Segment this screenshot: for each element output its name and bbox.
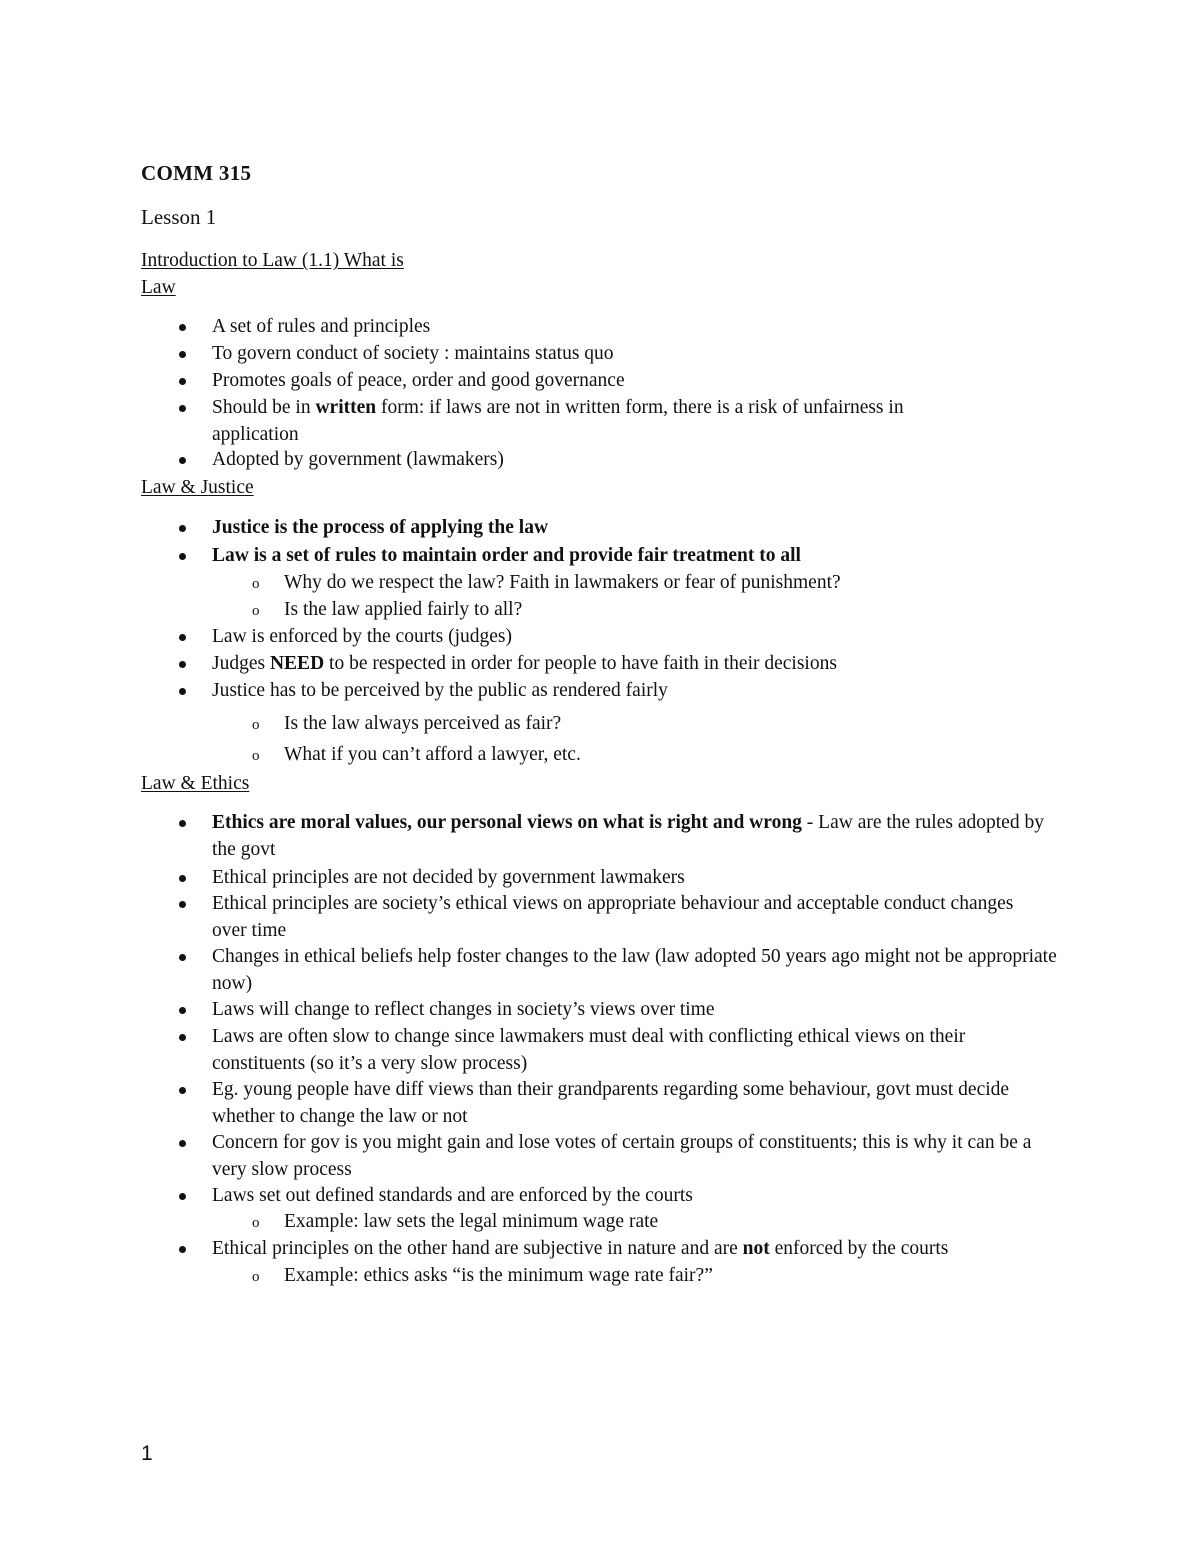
ethics-item-2: Ethical principles are not decided by government lawmakers — [212, 865, 1072, 892]
justice-item-5: Justice has to be perceived by the public as rendered fairly — [212, 678, 1072, 705]
law-item-4-text-a: Should be in — [212, 397, 316, 418]
justice-sub-3: o Is the law always perceived as fair? — [284, 711, 1074, 738]
ethics-item-1 — [212, 810, 1052, 863]
law-item-3: Promotes goals of peace, order and good governance — [212, 368, 1072, 395]
ethics-item-10-text-a: Ethical principles on the other hand are subjective in nature and are — [212, 1238, 743, 1259]
ethics-item-4: Changes in ethical beliefs help foster changes to the law (law adopted 50 years ago might not be appropriate now) — [212, 944, 1062, 997]
justice-sub-2: o Is the law applied fairly to all? — [284, 597, 1074, 624]
justice-item-3: Law is enforced by the courts (judges) — [212, 624, 1072, 651]
law-item-4-emphasis: written — [315, 397, 377, 418]
ethics-item-9: Laws set out defined standards and are enforced by the courts — [212, 1183, 1072, 1210]
ethics-item-10 — [212, 1236, 1072, 1263]
page-number: 1 — [141, 1442, 153, 1465]
ethics-item-8: Concern for gov is you might gain and lose votes of certain groups of constituents; this is why it can be a very slow process — [212, 1130, 1062, 1183]
law-item-4-text-c: form: if laws are not in written form, there is a risk of unfairness in application — [212, 397, 904, 445]
law-item-4 — [212, 395, 992, 448]
justice-item-2-bold: Law is a set of rules to maintain order and provide fair treatment to all — [212, 545, 801, 566]
ethics-item-10-emphasis: not — [742, 1238, 770, 1259]
ethics-item-6: Laws are often slow to change since lawmakers must deal with conflicting ethical views on their constituents (so it’s a very slow process) — [212, 1024, 1062, 1077]
ethics-item-1-bold: Ethics are moral values, our personal views on what is right and wrong — [212, 812, 802, 833]
justice-item-2 — [212, 543, 1072, 570]
course-title: COMM 315 — [141, 161, 252, 185]
justice-item-4-text-a: Judges — [212, 653, 270, 674]
ethics-heading: Law & Ethics — [141, 773, 250, 794]
justice-item-1 — [212, 515, 1072, 542]
justice-item-4-text-c: to be respected in order for people to have faith in their decisions — [324, 653, 837, 674]
ethics-item-1-text: - Law are the rules adopted by the govt — [212, 812, 1044, 860]
law-item-5: Adopted by government (lawmakers) — [212, 447, 1072, 474]
lesson-label: Lesson 1 — [141, 205, 217, 229]
ethics-item-3: Ethical principles are society’s ethical views on appropriate behaviour and acceptable conduct changes over time — [212, 891, 1052, 944]
justice-item-4 — [212, 651, 1072, 678]
ethics-item-10-text-c: enforced by the courts — [769, 1238, 949, 1259]
ethics-sub-1: o Example: law sets the legal minimum wage rate — [284, 1209, 1074, 1236]
intro-heading: Introduction to Law (1.1) What is — [141, 250, 404, 271]
ethics-item-7: Eg. young people have diff views than their grandparents regarding some behaviour, govt must decide whether to change the law or not — [212, 1077, 1052, 1130]
law-item-2: To govern conduct of society : maintains status quo — [212, 341, 1072, 368]
law-item-1: A set of rules and principles — [212, 314, 1072, 341]
justice-sub-1: o Why do we respect the law? Faith in lawmakers or fear of punishment? — [284, 570, 1074, 597]
justice-item-4-emphasis: NEED — [269, 653, 325, 674]
justice-heading: Law & Justice — [141, 477, 254, 498]
ethics-sub-2: o Example: ethics asks “is the minimum wage rate fair?” — [284, 1263, 1074, 1290]
ethics-item-5: Laws will change to reflect changes in society’s views over time — [212, 997, 1072, 1024]
justice-item-1-bold: Justice is the process of applying the law — [212, 517, 549, 538]
justice-sub-4: o What if you can’t afford a lawyer, etc. — [284, 742, 1074, 769]
law-heading: Law — [141, 277, 176, 298]
